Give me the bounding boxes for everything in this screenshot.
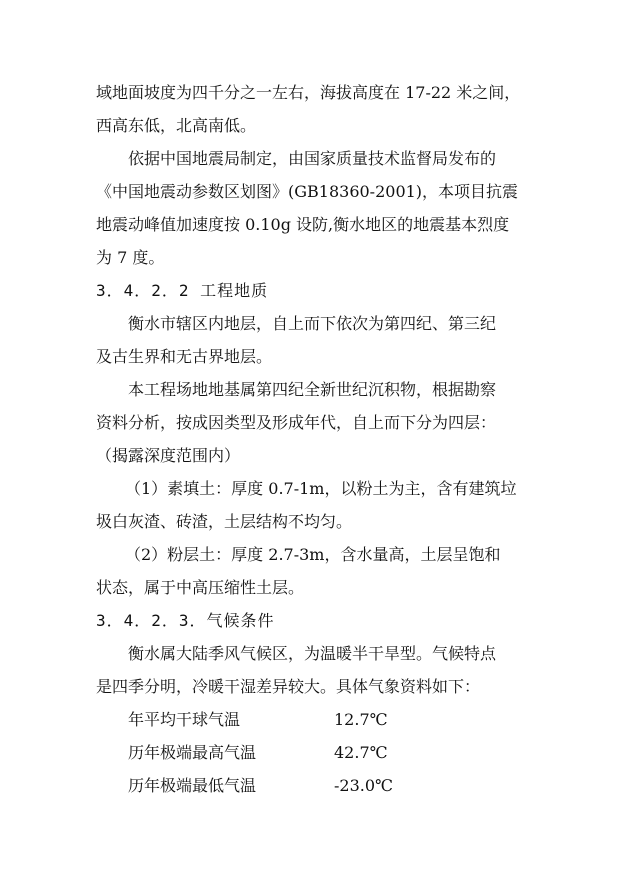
paragraph-line: 资料分析，按成因类型及形成年代，自上而下分为四层：: [96, 413, 497, 432]
paragraph-line: 西高东低，北高南低。: [96, 116, 257, 135]
list-item: （2）粉层土：厚度 2.7-3m，含水量高，土层呈饱和: [125, 545, 501, 564]
paragraph-line: 《中国地震动参数区划图》(GB18360-2001)，本项目抗震: [96, 182, 519, 201]
climate-value: -23.0℃: [334, 776, 393, 795]
paragraph-line: 是四季分明，冷暖干湿差异较大。具体气象资料如下：: [96, 677, 481, 696]
paragraph-line: 及古生界和无古界地层。: [96, 347, 273, 366]
climate-value: 42.7℃: [334, 743, 388, 762]
section-heading: 3．4．2．2 工程地质: [96, 281, 269, 300]
section-heading: 3．4．2．3．气候条件: [96, 611, 275, 630]
paragraph-line: 地震动峰值加速度按 0.10g 设防,衡水地区的地震基本烈度: [96, 215, 510, 234]
paragraph-line: 状态，属于中高压缩性土层。: [96, 578, 305, 597]
climate-label: 年平均干球气温: [128, 710, 241, 729]
paragraph-line: 衡水属大陆季风气候区，为温暖半干旱型。气候特点: [128, 644, 497, 663]
paragraph-line: （揭露深度范围内）: [96, 446, 241, 465]
paragraph-line: 圾白灰渣、砖渣，土层结构不均匀。: [96, 512, 353, 531]
climate-label: 历年极端最高气温: [128, 743, 257, 762]
paragraph-line: 本工程场地地基属第四纪全新世纪沉积物，根据勘察: [128, 380, 497, 399]
climate-value: 12.7℃: [334, 710, 388, 729]
paragraph-line: 域地面坡度为四千分之一左右，海拔高度在 17-22 米之间，: [96, 83, 521, 102]
paragraph-line: 为 7 度。: [96, 248, 165, 267]
paragraph-line: 衡水市辖区内地层，自上而下依次为第四纪、第三纪: [128, 314, 497, 333]
climate-label: 历年极端最低气温: [128, 776, 257, 795]
paragraph-line: 依据中国地震局制定，由国家质量技术监督局发布的: [128, 149, 497, 168]
list-item: （1）素填土：厚度 0.7-1m，以粉土为主，含有建筑垃: [125, 479, 517, 498]
